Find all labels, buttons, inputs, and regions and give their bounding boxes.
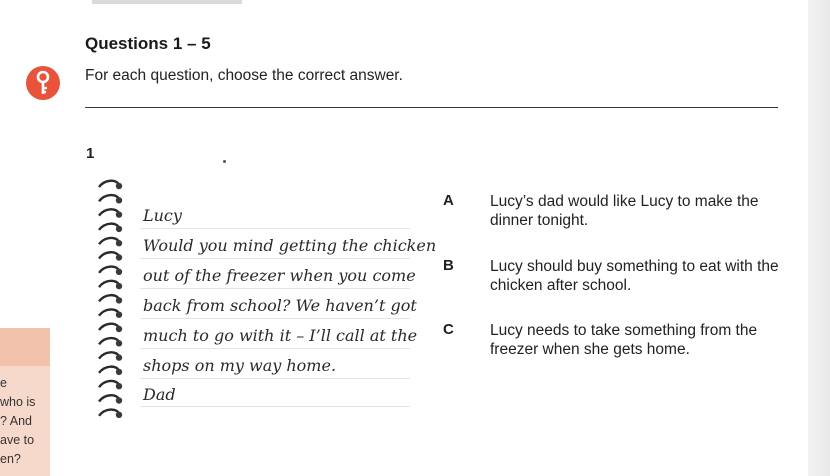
spiral-hole xyxy=(116,397,122,403)
option-a-text[interactable]: Lucy’s dad would like Lucy to make the dinner tonight. xyxy=(490,193,759,229)
spiral-hole xyxy=(116,283,122,289)
option-b-letter: B xyxy=(443,257,454,274)
option-a-letter: A xyxy=(443,192,454,209)
option-c-letter: C xyxy=(443,321,454,338)
tip-box-line: who is xyxy=(0,395,36,409)
tip-box-text xyxy=(0,374,50,469)
spiral-hole xyxy=(116,254,122,260)
option-b-text[interactable]: Lucy should buy something to eat with the chicken after school. xyxy=(490,258,779,294)
note-ruling xyxy=(140,318,410,319)
spiral-hole xyxy=(116,211,122,217)
spiral-hole xyxy=(116,340,122,346)
stray-dot xyxy=(223,160,226,163)
spiral-hole xyxy=(116,354,122,360)
note-signature: Dad xyxy=(143,385,176,404)
page-edge-shadow xyxy=(808,0,830,476)
note-line-text: back from school? We haven’t got xyxy=(143,296,417,315)
tip-box xyxy=(0,328,50,476)
note-ruling xyxy=(140,348,410,349)
note-ruling xyxy=(140,288,410,289)
note-line-text: much to go with it – I’ll call at the xyxy=(143,326,418,345)
tip-box-line: en? xyxy=(0,452,21,466)
key-icon xyxy=(25,65,61,101)
note-line-text: shops on my way home. xyxy=(143,356,337,375)
spiral-hole xyxy=(116,383,122,389)
divider xyxy=(85,107,778,108)
note-ruling xyxy=(140,228,410,229)
tip-box-line: e xyxy=(0,376,7,390)
instruction-text: For each question, choose the correct answer. xyxy=(85,67,403,84)
tip-box-line: ? And xyxy=(0,414,32,428)
note-ruling xyxy=(140,258,410,259)
option-c-text[interactable]: Lucy needs to take something from the freezer when she gets home. xyxy=(490,322,758,358)
spiral-hole xyxy=(116,326,122,332)
section-heading: Questions 1 – 5 xyxy=(85,34,211,53)
note-ruling xyxy=(140,378,410,379)
spiral-hole xyxy=(116,226,122,232)
note-line-text: out of the freezer when you come xyxy=(143,266,416,285)
top-edge-mark xyxy=(92,0,242,4)
question-number: 1 xyxy=(86,145,95,162)
spiral-binding-icon xyxy=(95,175,135,425)
spiral-hole xyxy=(116,197,122,203)
spiral-hole xyxy=(116,369,122,375)
note-salutation: Lucy xyxy=(143,206,182,225)
spiral-hole xyxy=(116,312,122,318)
spiral-hole xyxy=(116,269,122,275)
spiral-hole xyxy=(116,297,122,303)
tip-box-line: ave to xyxy=(0,433,35,447)
spiral-hole xyxy=(116,412,122,418)
spiral-hole xyxy=(116,240,122,246)
spiral-hole xyxy=(116,183,122,189)
note-line-text: Would you mind getting the chicken xyxy=(143,236,437,255)
tip-box-header xyxy=(0,328,50,366)
note-ruling xyxy=(140,406,410,407)
